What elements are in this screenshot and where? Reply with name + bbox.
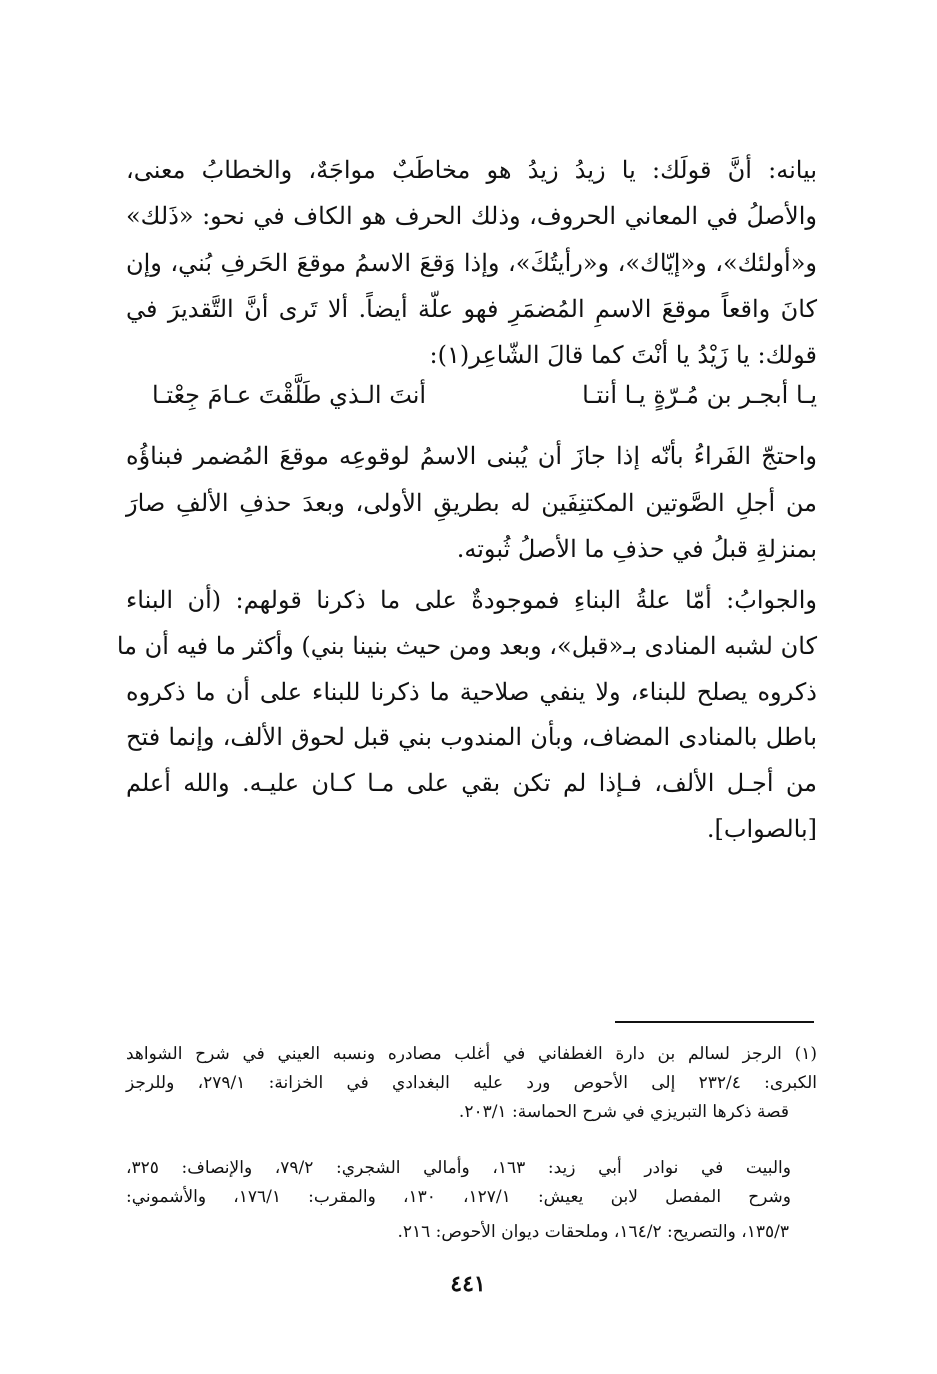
- verse-second-hemistich: أنتَ الـذي طَلَّقْتَ عـامَ جِعْتـا: [152, 381, 427, 409]
- footnote-line: (١) الرجز لسالم بن دارة الغطفاني في أغلب مصادره ونسبه العيني في شرح الشواهد: [126, 1044, 817, 1064]
- verse-first-hemistich: يـا أبجـر بن مُـرّةٍ يـا أنتـا: [582, 381, 817, 409]
- body-text-line: و«أولئك»، و«إيّاك»، و«رأيتُكَ»، وإذا وَقعَ الاسمُ موقعَ الحَرفِ بُني، وإن: [126, 249, 817, 277]
- footnote-line: والبيت في نوادر أبي زيد: ١٦٣، وأمالي الشجري: ٧٩/٢، والإنصاف: ٣٢٥،: [126, 1158, 791, 1178]
- body-text-line: والجوابُ: أمّا علةُ البناءِ فموجودةٌ على ما ذكرنا قولهم: (أن البناء: [126, 586, 817, 614]
- footnote-separator: [615, 1021, 814, 1023]
- body-text-line: والأصلُ في المعاني الحروف، وذلك الحرف هو الكاف في نحو: «ذَلك»: [126, 202, 817, 230]
- body-text-line: باطل بالمنادى المضاف، وبأن المندوب بني قبل لحوق الألف، وإنما فتح: [126, 723, 817, 751]
- body-text-line: قولك: يا زَيْدُ يا أنْتَ كما قالَ الشّاعِر(١):: [429, 341, 817, 369]
- body-text-line: واحتجّ الفَراءُ بأنّه إذا جازَ أن يُبنى الاسمُ لوقوعِه موقعَ المُضمر فبناؤُه: [126, 442, 818, 470]
- footnote-line: ١٣٥/٣، والتصريح: ١٦٤/٢، وملحقات ديوان الأحوص: ٢١٦.: [397, 1222, 789, 1242]
- body-text-line: بيانه: أنَّ قولَك: يا زيدُ زيدُ هو مخاطَبٌ مواجَهٌ، والخطابُ معنى،: [126, 156, 817, 184]
- body-text-line: من أجـل الألف، فـإذا لم تكن بقي على مـا كـان عليـه. والله أعلم: [126, 769, 817, 797]
- footnote-line: وشرح المفصل لابن يعيش: ١٢٧/١، ١٣٠، والمقرب: ١٧٦/١، والأشموني:: [126, 1187, 791, 1207]
- body-text-line: بمنزلةِ قبلُ في حذفِ ما الأصلُ ثُبوته.: [456, 535, 817, 563]
- body-text-line: من أجلِ الصَّوتين المكتنِفَين له بطريقِ الأولى، وبعدَ حذفِ الألفِ صارَ: [126, 489, 817, 517]
- footnote-line: الكبرى: ٢٣٢/٤ إلى الأحوص ورد عليه البغدادي في الخزانة: ٢٧٩/١، وللرجز: [126, 1073, 817, 1093]
- page-number: ٤٤١: [450, 1271, 486, 1297]
- body-text-line: ذكروه يصلح للبناء، ولا ينفي صلاحية ما ذكرنا للبناء على أن ما ذكروه: [126, 678, 817, 706]
- footnote-line: قصة ذكرها التبريزي في شرح الحماسة: ٢٠٣/١.: [458, 1102, 789, 1122]
- body-text-line: كان لشبه المنادى بـ«قبل»، وبعد ومن حيث بنينا بني) وأكثر ما فيه أن ما: [116, 632, 817, 660]
- body-text-line: [بالصواب].: [706, 815, 817, 843]
- body-text-line: كانَ واقعاً موقعَ الاسمِ المُضمَرِ فهو علّة أيضاً. ألا تَرى أنَّ التَّقديرَ في: [126, 295, 817, 323]
